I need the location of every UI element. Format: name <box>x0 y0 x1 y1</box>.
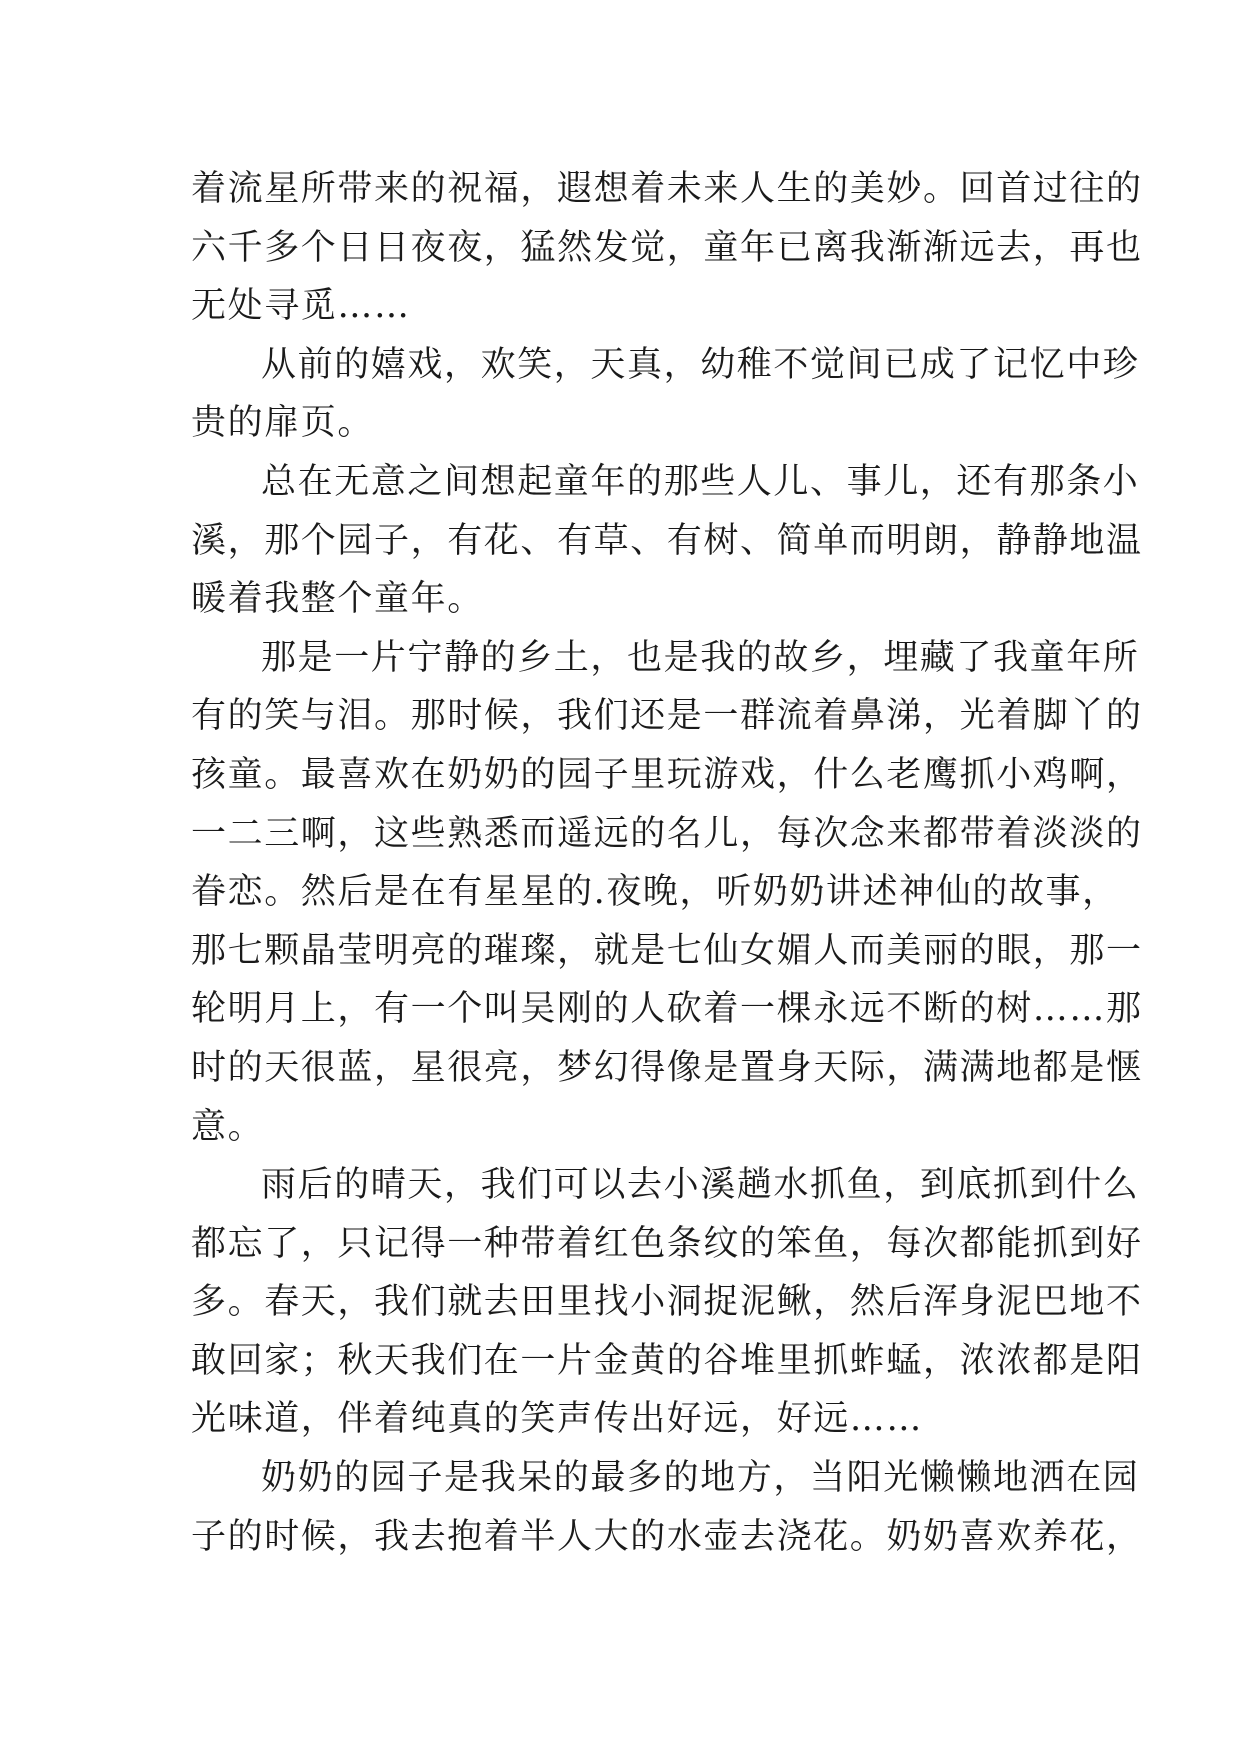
text-line: 贵的扉页。 <box>191 403 375 444</box>
text-line: 那是一片宁静的乡土，也是我的故乡，埋藏了我童年所 <box>261 637 1140 678</box>
text-line: 轮明月上，有一个叫吴刚的人砍着一棵永远不断的树……那 <box>191 989 1143 1030</box>
document-body <box>191 160 1143 1566</box>
text-line: 时的天很蓝，星很亮，梦幻得像是置身天际，满满地都是惬 <box>191 1047 1143 1088</box>
text-line: 一二三啊，这些熟悉而遥远的名儿，每次念来都带着淡淡的 <box>191 813 1143 854</box>
paragraph-1 <box>191 160 1143 336</box>
text-line: 有的笑与泪。那时候，我们还是一群流着鼻涕，光着脚丫的 <box>191 696 1143 737</box>
text-line: 总在无意之间想起童年的那些人儿、事儿，还有那条小 <box>261 461 1140 502</box>
paragraph-2 <box>191 336 1140 453</box>
text-line: 子的时候，我去抱着半人大的水壶去浇花。奶奶喜欢养花， <box>191 1516 1143 1557</box>
text-line: 那七颗晶莹明亮的璀璨，就是七仙女媚人而美丽的眼，那一 <box>191 930 1143 971</box>
paragraph-6 <box>191 1449 1143 1566</box>
text-line: 雨后的晴天，我们可以去小溪趟水抓鱼，到底抓到什么 <box>261 1165 1140 1206</box>
text-line: 六千多个日日夜夜，猛然发觉，童年已离我渐渐远去，再也 <box>191 227 1143 268</box>
text-line: 从前的嬉戏，欢笑，天真，幼稚不觉间已成了记忆中珍 <box>261 344 1140 385</box>
text-line: 都忘了，只记得一种带着红色条纹的笨鱼，每次都能抓到好 <box>191 1223 1143 1264</box>
text-line: 意。 <box>191 1106 265 1147</box>
text-line: 着流星所带来的祝福，遐想着未来人生的美妙。回首过往的 <box>191 169 1143 209</box>
text-line: 敢回家；秋天我们在一片金黄的谷堆里抓蚱蜢，浓浓都是阳 <box>191 1340 1143 1381</box>
paragraph-5 <box>191 1156 1143 1449</box>
text-line: 无处寻觅…… <box>191 286 411 327</box>
paragraph-4 <box>191 629 1143 1156</box>
paragraph-3 <box>191 453 1143 629</box>
text-line: 奶奶的园子是我呆的最多的地方，当阳光懒懒地洒在园 <box>261 1458 1140 1499</box>
text-line: 暖着我整个童年。 <box>191 579 484 620</box>
text-line: 光味道，伴着纯真的笑声传出好远，好远…… <box>191 1399 924 1440</box>
text-line: 眷恋。然后是在有星星的.夜晚，听奶奶讲述神仙的故事， <box>191 872 1119 913</box>
text-line: 多。春天，我们就去田里找小洞捉泥鳅，然后浑身泥巴地不 <box>191 1282 1143 1323</box>
text-line: 溪，那个园子，有花、有草、有树、简单而明朗，静静地温 <box>191 520 1143 561</box>
text-line: 孩童。最喜欢在奶奶的园子里玩游戏，什么老鹰抓小鸡啊， <box>191 754 1143 795</box>
